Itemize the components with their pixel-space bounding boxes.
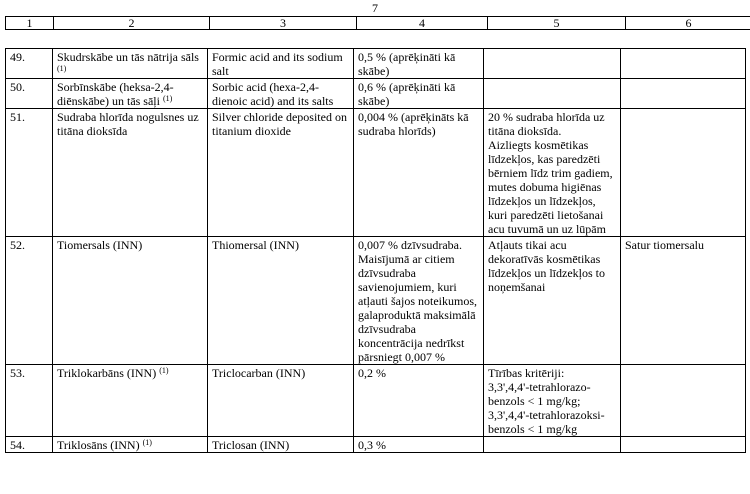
latvian-name-text: Triklokarbāns (INN) bbox=[57, 366, 157, 380]
table-row bbox=[6, 365, 746, 437]
english-name-text: Triclosan (INN) bbox=[212, 438, 290, 452]
column-header-4: 4 bbox=[357, 17, 488, 30]
limitations-cell bbox=[484, 437, 621, 453]
latvian-name-cell bbox=[53, 109, 208, 237]
column-number-row bbox=[6, 17, 750, 30]
row-number-cell bbox=[6, 49, 53, 79]
table-row bbox=[6, 109, 746, 237]
max-concentration-cell bbox=[354, 109, 484, 237]
latvian-name-text: Triklosāns (INN) bbox=[57, 438, 140, 452]
row-number-cell bbox=[6, 237, 53, 365]
warnings-cell bbox=[621, 109, 746, 237]
english-name-cell bbox=[208, 365, 354, 437]
english-name-cell bbox=[208, 109, 354, 237]
table-row bbox=[6, 79, 746, 109]
row-number-text: 51. bbox=[10, 110, 25, 124]
substance-table bbox=[5, 48, 746, 453]
warnings-cell bbox=[621, 79, 746, 109]
footnote-marker: (1) bbox=[162, 94, 173, 103]
page-number: 7 bbox=[372, 1, 378, 15]
table-row bbox=[6, 437, 746, 453]
warnings-text: Satur tiomersalu bbox=[625, 238, 704, 252]
warnings-cell bbox=[621, 437, 746, 453]
table-row bbox=[6, 237, 746, 365]
row-number-text: 49. bbox=[10, 50, 25, 64]
row-number-text: 50. bbox=[10, 80, 25, 94]
latvian-name-cell bbox=[53, 365, 208, 437]
latvian-name-cell bbox=[53, 49, 208, 79]
limitations-text: Tīrības kritēriji: 3,3',4,4'-tetrahlorazo-benzols < 1 mg/kg; 3,3',4,4'-tetrahlorazoksi-benzols < 1 mg/kg bbox=[488, 366, 605, 436]
english-name-text: Thiomersal (INN) bbox=[212, 238, 299, 252]
max-concentration-cell bbox=[354, 79, 484, 109]
latvian-name-text: Sorbīnskābe (heksa-2,4-diēnskābe) un tās sāļi bbox=[57, 80, 174, 108]
max-concentration-text: 0,3 % bbox=[358, 438, 386, 452]
column-header-2: 2 bbox=[54, 17, 210, 30]
column-header-1: 1 bbox=[6, 17, 54, 30]
english-name-text: Silver chloride deposited on titanium dioxide bbox=[212, 110, 347, 138]
column-number-header bbox=[5, 16, 750, 30]
english-name-cell bbox=[208, 79, 354, 109]
footnote-marker: (1) bbox=[142, 438, 152, 447]
warnings-cell bbox=[621, 49, 746, 79]
row-number-cell bbox=[6, 109, 53, 237]
footnote-marker: (1) bbox=[159, 366, 169, 375]
latvian-name-text: Tiomersals (INN) bbox=[57, 238, 143, 252]
row-number-cell bbox=[6, 437, 53, 453]
row-number-cell bbox=[6, 365, 53, 437]
english-name-cell bbox=[208, 237, 354, 365]
warnings-cell bbox=[621, 237, 746, 365]
max-concentration-text: 0,2 % bbox=[358, 366, 386, 380]
max-concentration-text: 0,007 % dzīvsudraba. Maisījumā ar citiem dzīvsudraba savienojumiem, kuri atļauti šajos noteikumos, galaproduktā maksimālā dzīvsudraba koncentrācija nedrīkst pārsniegt 0,007 % bbox=[358, 238, 477, 364]
latvian-name-text: Sudraba hlorīda nogulsnes uz titāna dioksīda bbox=[57, 110, 199, 138]
column-header-3: 3 bbox=[210, 17, 357, 30]
column-header-6: 6 bbox=[626, 17, 750, 30]
limitations-text: Atļauts tikai acu dekoratīvās kosmētikas līdzekļos un līdzekļos to noņemšanai bbox=[488, 238, 605, 294]
row-number-text: 52. bbox=[10, 238, 25, 252]
english-name-cell bbox=[208, 49, 354, 79]
limitations-cell bbox=[484, 79, 621, 109]
max-concentration-cell bbox=[354, 365, 484, 437]
table-row bbox=[6, 49, 746, 79]
max-concentration-text: 0,6 % (aprēķināti kā skābe) bbox=[358, 80, 456, 108]
row-number-text: 54. bbox=[10, 438, 25, 452]
limitations-cell bbox=[484, 109, 621, 237]
limitations-cell bbox=[484, 49, 621, 79]
column-header-5: 5 bbox=[488, 17, 626, 30]
latvian-name-cell bbox=[53, 437, 208, 453]
english-name-text: Triclocarban (INN) bbox=[212, 366, 306, 380]
max-concentration-cell bbox=[354, 49, 484, 79]
max-concentration-cell bbox=[354, 237, 484, 365]
latvian-name-cell bbox=[53, 237, 208, 365]
english-name-text: Sorbic acid (hexa-2,4-dienoic acid) and its salts bbox=[212, 80, 334, 108]
english-name-text: Formic acid and its sodium salt bbox=[212, 50, 343, 78]
limitations-text: 20 % sudraba hlorīda uz titāna dioksīda. Aizliegts kosmētikas līdzekļos, kas paredzēti bērniem līdz trim gadiem, mutes dobuma higiēnas līdzekļos un līdzekļos, kuri paredzēti lietošanai acu tuvumā un uz lūpām bbox=[488, 110, 613, 236]
warnings-cell bbox=[621, 365, 746, 437]
english-name-cell bbox=[208, 437, 354, 453]
row-number-text: 53. bbox=[10, 366, 25, 380]
footnote-marker: (1) bbox=[57, 64, 67, 73]
max-concentration-text: 0,004 % (aprēķināts kā sudraba hlorīds) bbox=[358, 110, 469, 138]
limitations-cell bbox=[484, 237, 621, 365]
latvian-name-cell bbox=[53, 79, 208, 109]
max-concentration-text: 0,5 % (aprēķināti kā skābe) bbox=[358, 50, 456, 78]
latvian-name-text: Skudrskābe un tās nātrija sāls bbox=[57, 50, 199, 64]
max-concentration-cell bbox=[354, 437, 484, 453]
row-number-cell bbox=[6, 79, 53, 109]
limitations-cell bbox=[484, 365, 621, 437]
